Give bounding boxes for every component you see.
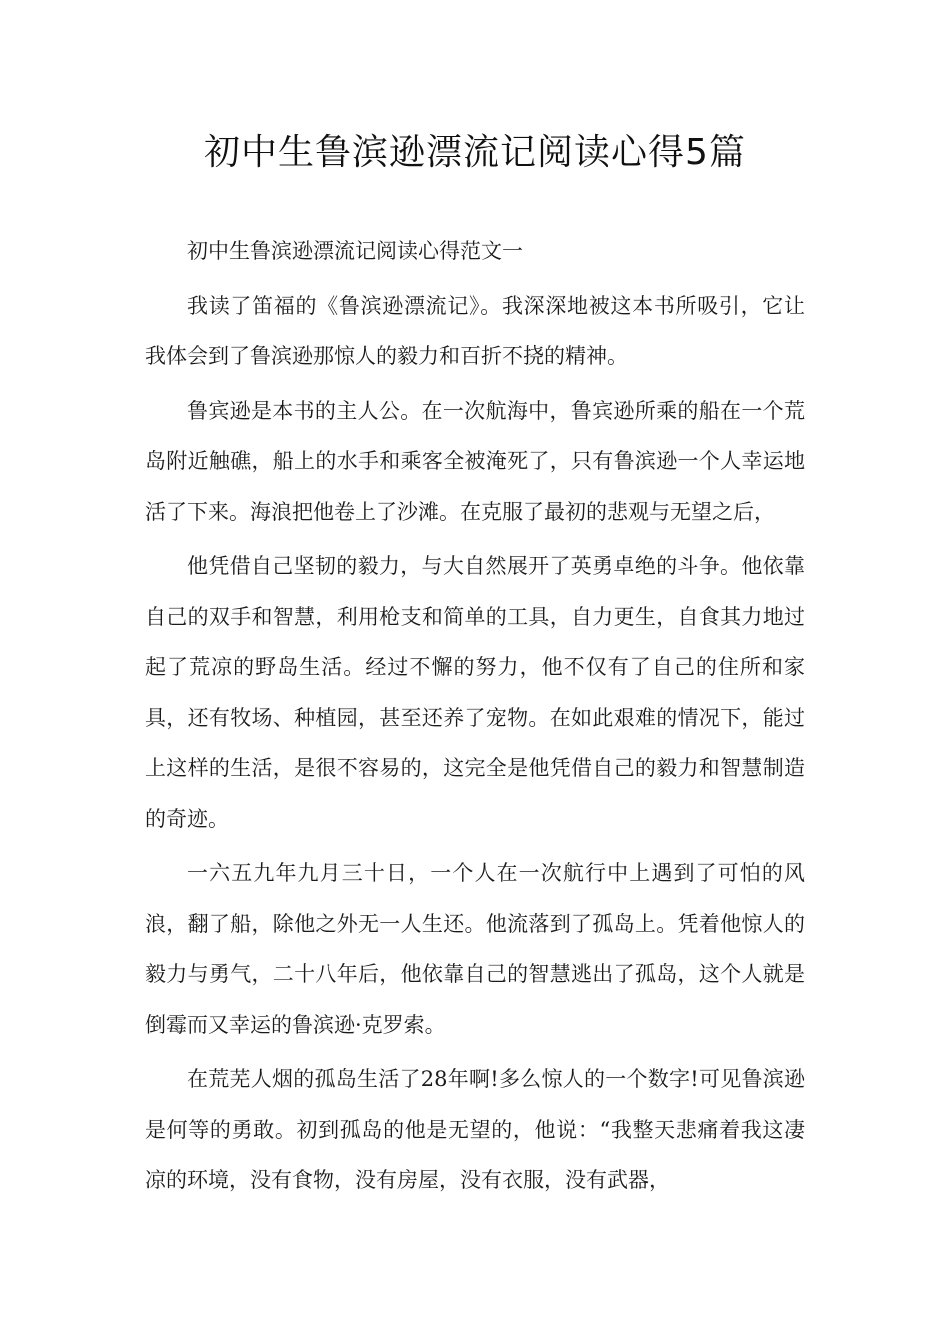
- paragraph: 鲁宾逊是本书的主人公。在一次航海中，鲁宾逊所乘的船在一个荒岛附近触礁，船上的水手和乘客全被淹死了，只有鲁滨逊一个人幸运地活了下来。海浪把他卷上了沙滩。在克服了最初的悲观与无望之后，: [145, 398, 805, 524]
- paragraph: 一六五九年九月三十日，一个人在一次航行中上遇到了可怕的风浪，翻了船，除他之外无一人生还。他流落到了孤岛上。凭着他惊人的毅力与勇气，二十八年后，他依靠自己的智慧逃出了孤岛，这个人就是倒霉而又幸运的鲁滨逊·克罗索。: [145, 861, 805, 1037]
- paragraph: 他凭借自己坚韧的毅力，与大自然展开了英勇卓绝的斗争。他依靠自己的双手和智慧，利用枪支和简单的工具，自力更生，自食其力地过起了荒凉的野岛生活。经过不懈的努力，他不仅有了自己的住所和家具，还有牧场、种植园，甚至还养了宠物。在如此艰难的情况下，能过上这样的生活，是很不容易的，这完全是他凭借自己的毅力和智慧制造的奇迹。: [145, 554, 805, 831]
- section-subheading: 初中生鲁滨逊漂流记阅读心得范文一: [187, 239, 523, 263]
- paragraph: 我读了笛福的《鲁滨逊漂流记》。我深深地被这本书所吸引，它让我体会到了鲁滨逊那惊人的毅力和百折不挠的精神。: [145, 293, 805, 368]
- document-title: 初中生鲁滨逊漂流记阅读心得5篇: [204, 132, 746, 173]
- document-body: [145, 226, 805, 1210]
- paragraph: 在荒芜人烟的孤岛生活了28年啊!多么惊人的一个数字!可见鲁滨逊是何等的勇敢。初到孤岛的他是无望的，他说：“我整天悲痛着我这凄凉的环境，没有食物，没有房屋，没有衣服，没有武器，: [145, 1067, 805, 1192]
